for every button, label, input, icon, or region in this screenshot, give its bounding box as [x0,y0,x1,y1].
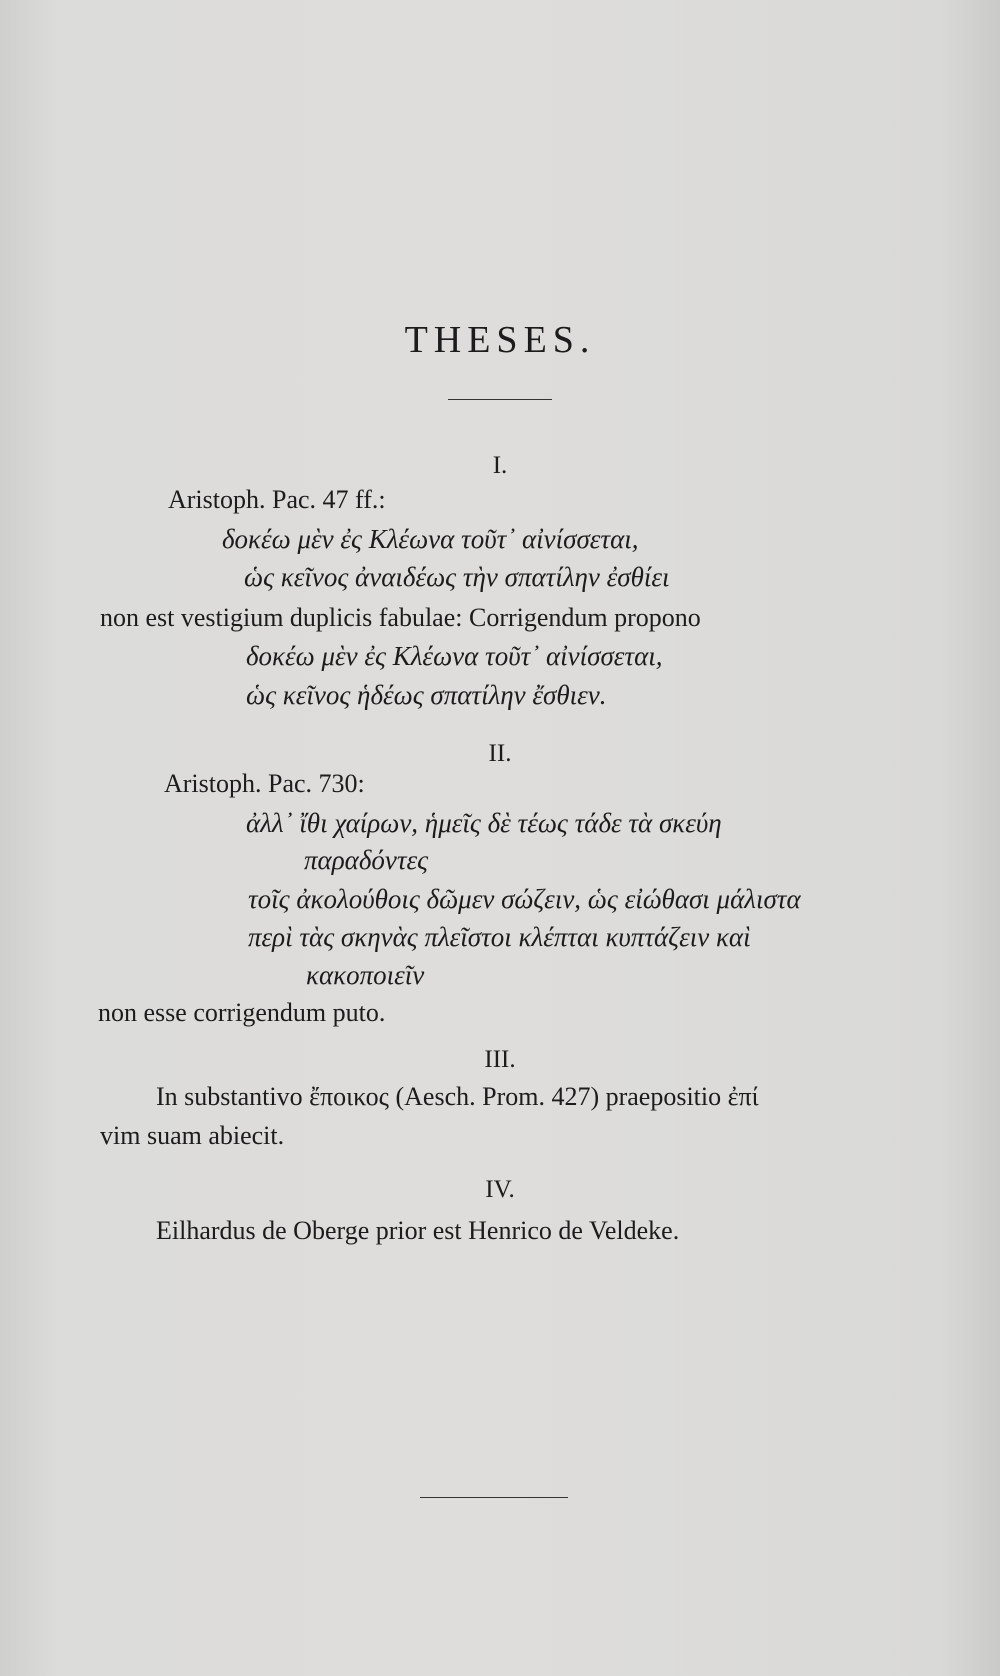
greek-verse: περὶ τὰς σκηνὰς πλεῖστοι κλέπται κυπτάζειν καὶ [248,922,751,952]
greek-verse: δοκέω μὲν ἐς Κλέωνα τοῦτ᾽ αἰνίσσεται, [246,641,663,671]
greek-verse: ὡς κεῖνος ἀναιδέως τὴν σπατίλην ἐσθίει [244,562,670,592]
thesis-numeral: II. [488,740,512,767]
greek-verse: παραδόντες [304,845,429,875]
greek-verse: τοῖς ἀκολούθοις δῶμεν σώζειν, ὡς εἰώθασι μάλιστα [248,884,801,914]
greek-verse: δοκέω μὲν ἐς Κλέωνα τοῦτ᾽ αἰνίσσεται, [222,524,639,554]
thesis-line: vim suam abiecit. [100,1121,285,1150]
title-rule [448,399,552,400]
thesis-numeral: III. [484,1046,516,1073]
greek-verse: ὡς κεῖνος ἡδέως σπατίλην ἔσθιεν. [246,680,607,710]
thesis-line: non est vestigium duplicis fabulae: Corrigendum propono [100,603,701,632]
greek-verse: ἀλλ᾽ ἴθι χαίρων, ἡμεῖς δὲ τέως τάδε τὰ σκεύη [246,808,722,838]
thesis-line: Aristoph. Pac. 47 ff.: [168,485,386,514]
thesis-numeral: IV. [485,1176,515,1203]
greek-verse: κακοποιεῖν [306,960,425,990]
thesis-line: In substantivo ἔποικος (Aesch. Prom. 427) praepositio ἐπί [156,1082,759,1111]
page-title: THESES. [404,319,596,361]
thesis-line: Aristoph. Pac. 730: [164,769,365,798]
thesis-line: Eilhardus de Oberge prior est Henrico de Veldeke. [156,1216,680,1245]
thesis-numeral: I. [492,452,508,479]
closing-rule [420,1497,568,1498]
thesis-line: non esse corrigendum puto. [98,998,386,1027]
